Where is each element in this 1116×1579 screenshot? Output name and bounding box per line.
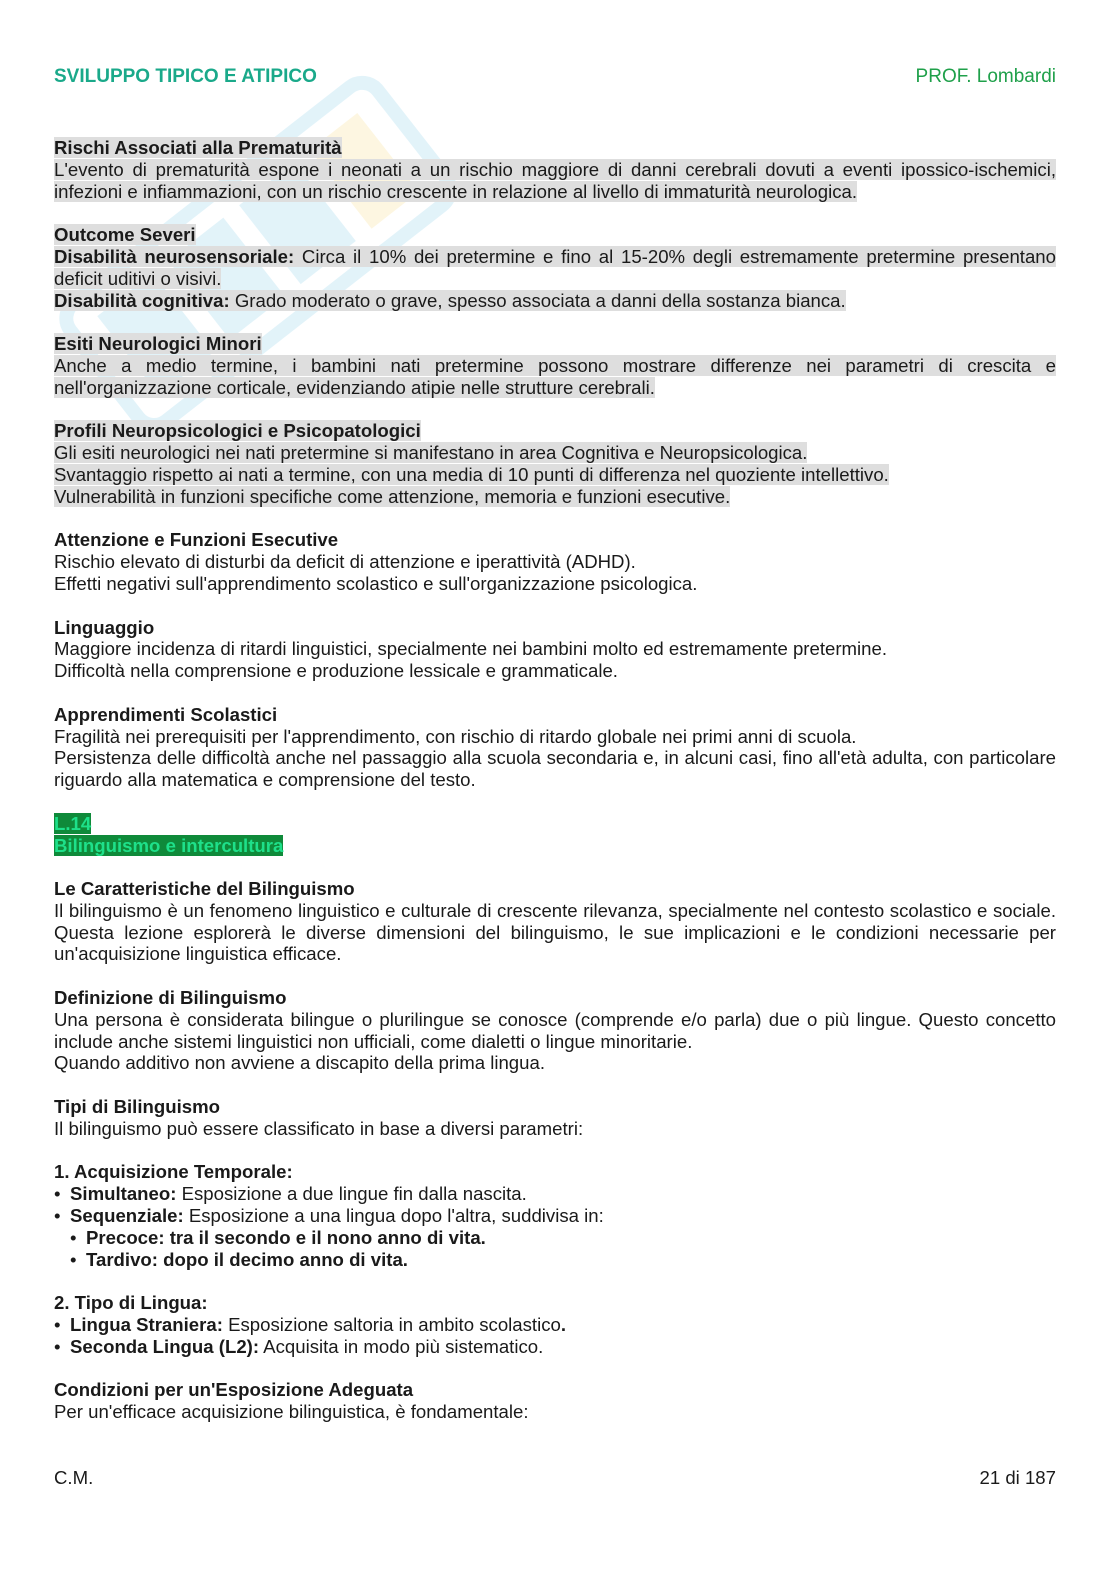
- text-line: Maggiore incidenza di ritardi linguistici, specialmente nei bambini molto ed estremamente pretermine.: [54, 638, 887, 660]
- text-line: Difficoltà nella comprensione e produzione lessicale e grammaticale.: [54, 660, 618, 682]
- section-caratteristiche: [54, 878, 1056, 965]
- section-title: Attenzione e Funzioni Esecutive: [54, 529, 339, 551]
- term-label: Disabilità cognitiva:: [54, 289, 230, 311]
- section-tipo-lingua: [54, 1292, 1056, 1357]
- section-title: Tipi di Bilinguismo: [54, 1096, 220, 1118]
- document-body: [54, 137, 1056, 1445]
- paragraph: Anche a medio termine, i bambini nati pretermine possono mostrare differenze nei parametri di crescita e nell'organizzazione corticale, evidenziando atipie nelle strutture cerebrali.: [54, 354, 1056, 398]
- text-line: Fragilità nei prerequisiti per l'apprendimento, con rischio di ritardo globale nei primi anni di scuola.: [54, 725, 857, 747]
- lesson-heading: [54, 813, 1056, 857]
- text-line: Effetti negativi sull'apprendimento scolastico e sull'organizzazione psicologica.: [54, 572, 698, 594]
- section-title: Condizioni per un'Esposizione Adeguata: [54, 1379, 414, 1401]
- section-definizione: [54, 987, 1056, 1074]
- bullet-icon: •: [70, 1226, 77, 1248]
- paragraph: L'evento di prematurità espone i neonati a un rischio maggiore di danni cerebrali dovuti a eventi ipossico-ischemici, infezioni e infiammazioni, con un rischio crescente in relazione al livello di immaturità neurologica.: [54, 158, 1056, 202]
- bullet-icon: •: [70, 1248, 77, 1270]
- text-line: Per un'efficace acquisizione bilinguistica, è fondamentale:: [54, 1401, 529, 1423]
- lesson-title: Bilinguismo e intercultura: [54, 834, 284, 856]
- section-acquisizione-temporale: [54, 1161, 1056, 1270]
- section-esiti-minori: [54, 333, 1056, 398]
- text-line: Il bilinguismo può essere classificato in base a diversi parametri:: [54, 1117, 584, 1139]
- professor-name: PROF. Lombardi: [915, 66, 1056, 87]
- term-label: Disabilità neurosensoriale:: [54, 245, 295, 267]
- text-line: Svantaggio rispetto ai nati a termine, con una media di 10 punti di differenza nel quoziente intellettivo.: [54, 463, 889, 485]
- sub-list-item: • Tardivo: dopo il decimo anno di vita.: [70, 1248, 408, 1270]
- course-title: SVILUPPO TIPICO E ATIPICO: [54, 66, 317, 87]
- section-title: Linguaggio: [54, 616, 155, 638]
- section-attenzione: [54, 529, 1056, 594]
- section-title: 1. Acquisizione Temporale:: [54, 1161, 293, 1183]
- section-title: Le Caratteristiche del Bilinguismo: [54, 878, 355, 900]
- bullet-icon: •: [54, 1205, 61, 1227]
- bullet-icon: •: [54, 1183, 61, 1205]
- list-item: • Lingua Straniera: Esposizione saltoria in ambito scolastico.: [54, 1314, 567, 1336]
- bullet-icon: •: [54, 1314, 61, 1336]
- section-title: Outcome Severi: [54, 224, 196, 246]
- section-title: Rischi Associati alla Prematurità: [54, 137, 342, 158]
- list-item: • Sequenziale: Esposizione a una lingua dopo l'altra, suddivisa in:: [54, 1205, 604, 1227]
- text-line: Rischio elevato di disturbi da deficit di attenzione e iperattività (ADHD).: [54, 551, 636, 573]
- paragraph: Circa il 10% dei pretermine e fino al 15-20% degli estremamente pretermine presentano deficit uditivi o visivi.: [54, 245, 1056, 289]
- page-number: 21 di 187: [979, 1467, 1056, 1488]
- text-line: Gli esiti neurologici nei nati pretermine si manifestano in area Cognitiva e Neuropsicologica.: [54, 442, 808, 464]
- paragraph: Persistenza delle difficoltà anche nel passaggio alla scuola secondaria e, in alcuni casi, fino all'età adulta, con particolare riguardo alla matematica e comprensione del testo.: [54, 747, 1056, 791]
- section-title: Definizione di Bilinguismo: [54, 987, 287, 1009]
- paragraph: Grado moderato o grave, spesso associata a danni della sostanza bianca.: [229, 289, 846, 311]
- page-header: [54, 66, 1056, 90]
- list-item: • Simultaneo: Esposizione a due lingue fin dalla nascita.: [54, 1183, 527, 1205]
- paragraph: Il bilinguismo è un fenomeno linguistico e culturale di crescente rilevanza, specialmente nel contesto scolastico e sociale. Questa lezione esplorerà le diverse dimensioni del bilinguismo, le sue implicazioni e le condizioni necessarie per un'acquisizione linguistica efficace.: [54, 899, 1056, 965]
- bullet-icon: •: [54, 1335, 61, 1357]
- section-apprendimenti: [54, 704, 1056, 791]
- paragraph: Una persona è considerata bilingue o plurilingue se conosce (comprende e/o parla) due o più lingue. Questo concetto include anche sistemi linguistici non ufficiali, come dialetti o lingue minoritarie.: [54, 1008, 1056, 1052]
- author-initials: C.M.: [54, 1467, 94, 1488]
- section-rischi: [54, 137, 1056, 202]
- section-title: Apprendimenti Scolastici: [54, 703, 278, 725]
- section-title: Profili Neuropsicologici e Psicopatologici: [54, 420, 421, 442]
- text-line: Quando additivo non avviene a discapito della prima lingua.: [54, 1052, 545, 1074]
- section-profili: [54, 420, 1056, 507]
- section-condizioni: [54, 1379, 1056, 1423]
- section-title: Esiti Neurologici Minori: [54, 333, 262, 355]
- sub-list-item: • Precoce: tra il secondo e il nono anno di vita.: [70, 1226, 486, 1248]
- section-outcome-severi: [54, 224, 1056, 311]
- section-title: 2. Tipo di Lingua:: [54, 1292, 208, 1314]
- text-line: Vulnerabilità in funzioni specifiche come attenzione, memoria e funzioni esecutive.: [54, 485, 731, 507]
- section-tipi: [54, 1096, 1056, 1140]
- section-linguaggio: [54, 617, 1056, 682]
- list-item: • Seconda Lingua (L2): Acquisita in modo più sistematico.: [54, 1335, 544, 1357]
- lesson-number: L.14: [54, 812, 92, 834]
